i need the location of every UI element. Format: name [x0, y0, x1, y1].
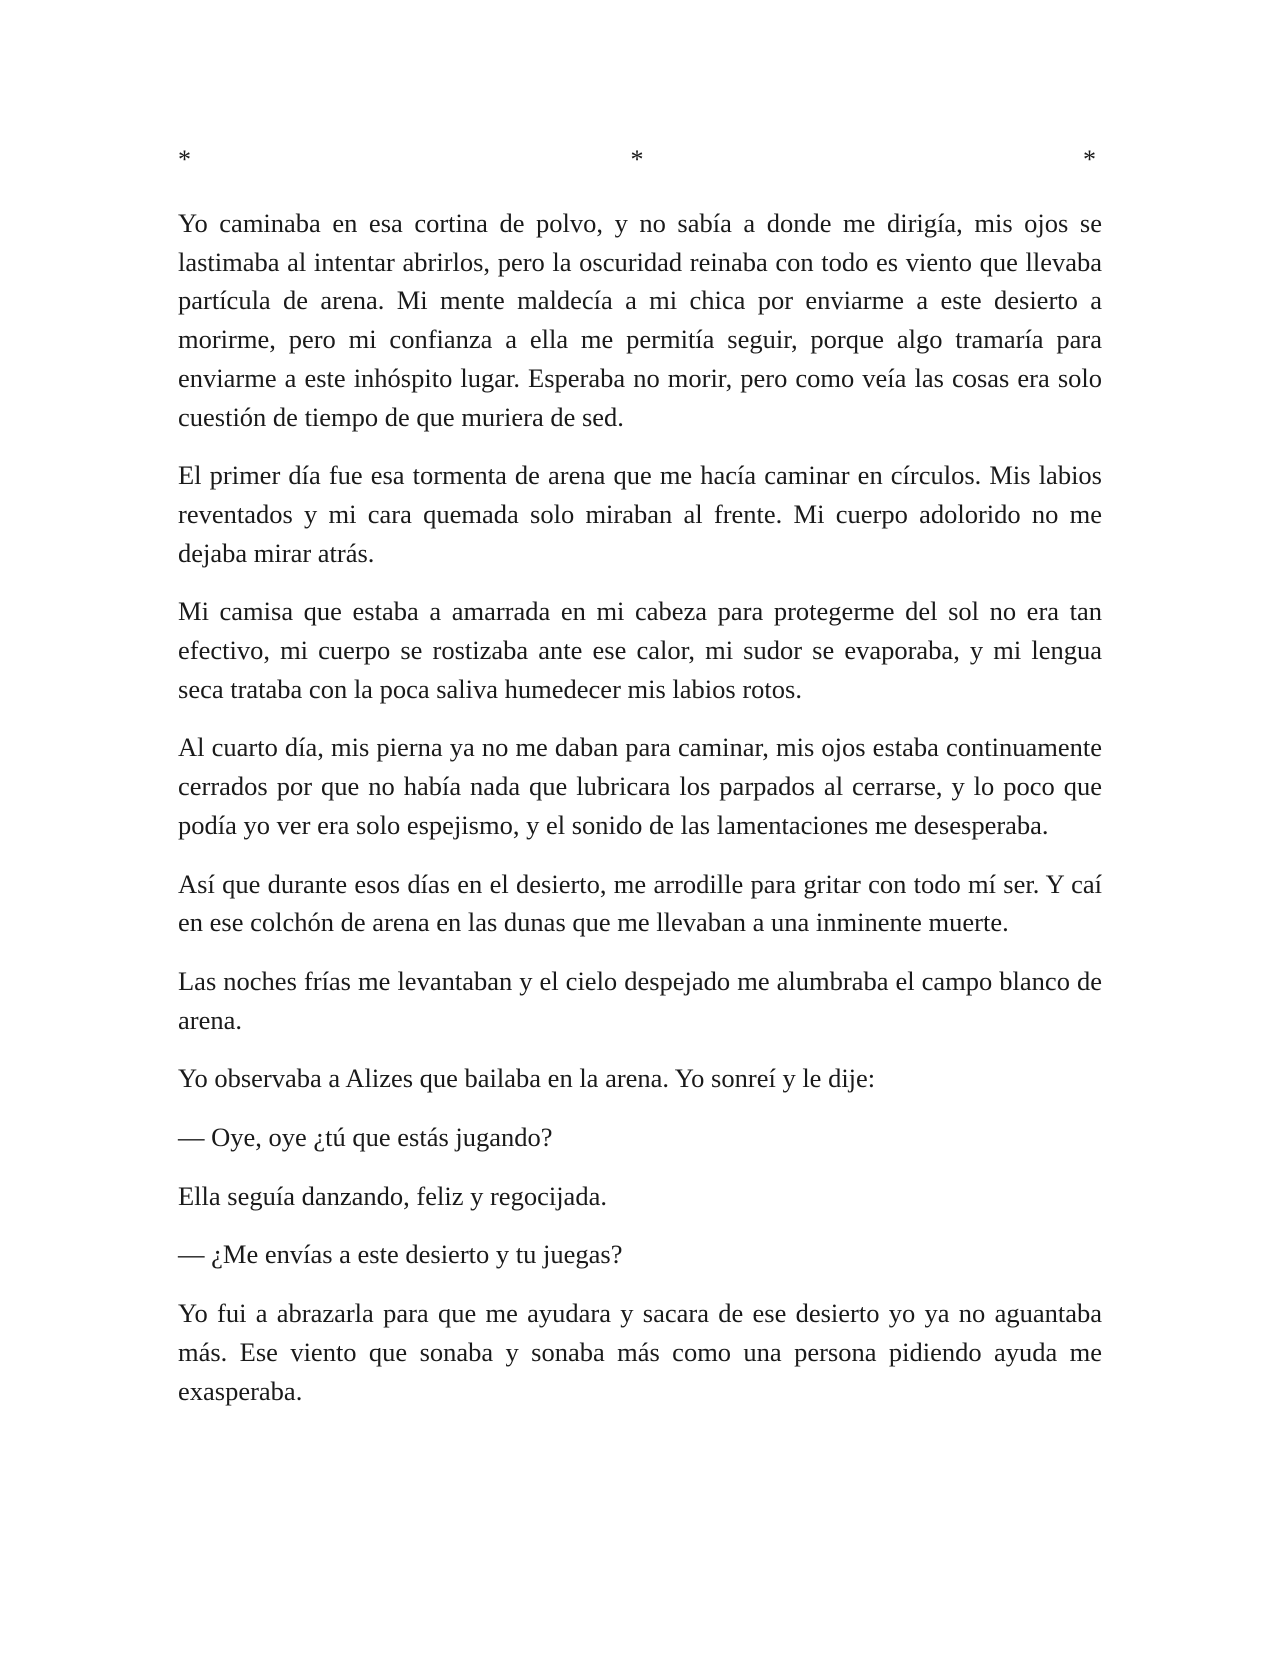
paragraph-cold-nights: Las noches frías me levantaban y el cielo despejado me alumbraba el campo blanco de arena. — [178, 965, 1102, 1035]
paragraph-observing-alizes: Yo observaba a Alizes que bailaba en la arena. Yo sonreí y le dije: — [178, 1063, 876, 1094]
paragraph-shirt-on-head: Mi camisa que estaba a amarrada en mi cabeza para protegerme del sol no era tan efectivo, mi cuerpo se rostizaba ante ese calor, mi sudor se evaporaba, y mi lengua seca trataba con la poca saliva humedecer mis labios rotos. — [178, 596, 1102, 704]
document-page — [178, 140, 1102, 1430]
paragraph-fourth-day: Al cuarto día, mis pierna ya no me daban para caminar, mis ojos estaba continuamente cerrados por que no había nada que lubricara los parpados al cerrarse, y lo poco que podía yo ver era solo espejismo, y el sonido de las lamentaciones me desesperaba. — [178, 732, 1102, 840]
paragraph-first-day: El primer día fue esa tormenta de arena que me hacía caminar en círculos. Mis labios reventados y mi cara quemada solo miraban al frente. Mi cuerpo adolorido no me dejaba mirar atrás. — [178, 460, 1102, 568]
paragraph-kneeling: Así que durante esos días en el desierto, me arrodille para gritar con todo mí ser. Y caí en ese colchón de arena en las dunas que me llevaban a una inminente muerte. — [178, 868, 1102, 938]
separator-asterisk: * — [178, 145, 191, 174]
separator-asterisk: * — [630, 145, 644, 174]
dialogue-line-2: — ¿Me envías a este desierto y tu juegas? — [178, 1239, 623, 1270]
separator-asterisk: * — [1083, 145, 1096, 174]
paragraph-she-dances: Ella seguía danzando, feliz y regocijada. — [178, 1180, 607, 1211]
paragraph-embrace: Yo fui a abrazarla para que me ayudara y sacara de ese desierto yo ya no aguantaba más. Ese viento que sonaba y sonaba más como una persona pidiendo ayuda me exasperaba. — [178, 1298, 1102, 1406]
paragraph-walking-in-dust: Yo caminaba en esa cortina de polvo, y no sabía a donde me dirigía, mis ojos se lastimaba al intentar abrirlos, pero la oscuridad reinaba con todo es viento que llevaba partícula de arena. Mi mente maldecía a mi chica por enviarme a este desierto a morirme, pero mi confianza a ella me permitía seguir, porque algo tramaría para enviarme a este inhóspito lugar. Esperaba no morir, pero como veía las cosas era solo cuestión de tiempo de que muriera de sed. — [178, 208, 1102, 432]
dialogue-line-1: — Oye, oye ¿tú que estás jugando? — [178, 1122, 553, 1153]
scene-separator — [178, 140, 1102, 180]
